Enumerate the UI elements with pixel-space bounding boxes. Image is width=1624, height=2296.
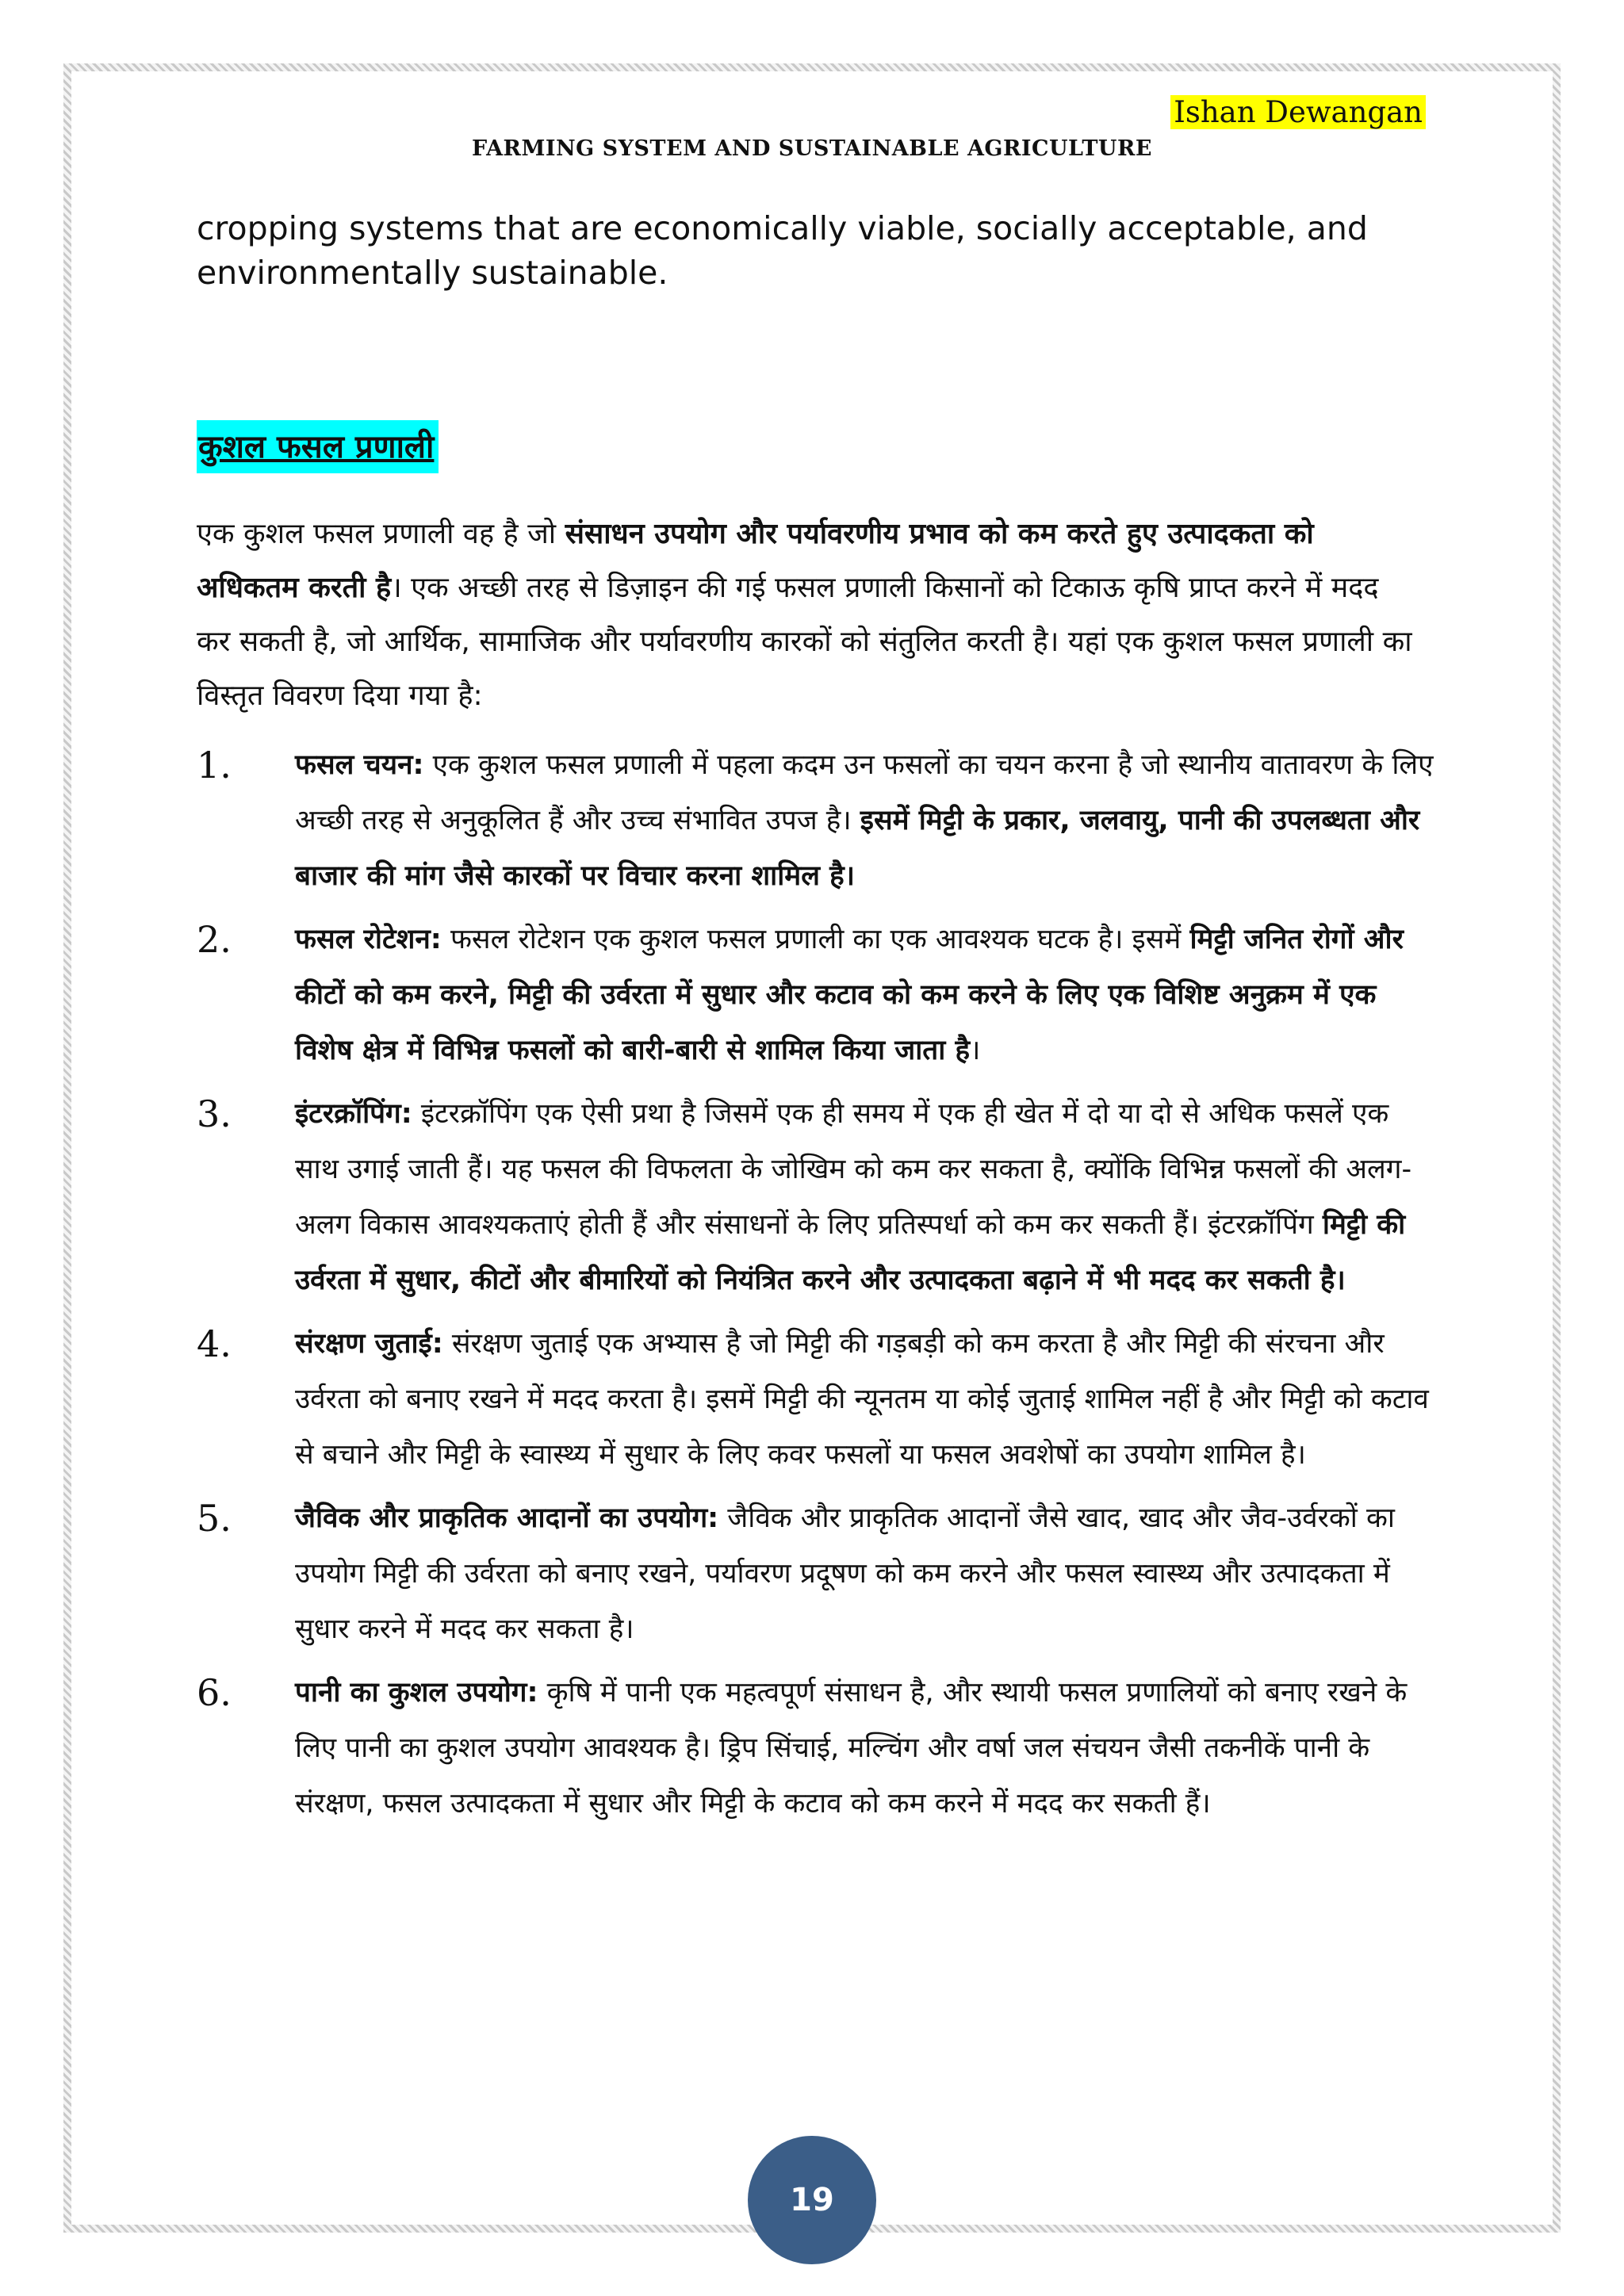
- item-term: इंटरक्रॉपिंग:: [295, 1098, 412, 1130]
- para-text-a: एक कुशल फसल प्रणाली वह है जो: [197, 518, 565, 550]
- list-item: [197, 1316, 1434, 1483]
- item-term: पानी का कुशल उपयोग:: [295, 1677, 538, 1709]
- item-body: एक कुशल फसल प्रणाली में पहला कदम उन फसलों का चयन करना है जो स्थानीय वातावरण के लिए अच्छी तरह से अनुकूलित हैं और उच्च संभावित उपज है।: [295, 749, 1434, 836]
- author-name: Ishan Dewangan: [1170, 95, 1426, 129]
- item-bold-tail: मिट्टी की उर्वरता में सुधार, कीटों और बीमारियों को नियंत्रित करने और उत्पादकता बढ़ाने में भी मदद कर सकती है।: [295, 1209, 1406, 1296]
- item-number: 1.: [197, 744, 232, 786]
- item-text: [295, 1665, 1434, 1831]
- item-term: जैविक और प्राकृतिक आदानों का उपयोग:: [295, 1502, 719, 1534]
- para-bold: संसाधन उपयोग और पर्यावरणीय प्रभाव को कम करते हुए उत्पादकता को अधिकतम करती है: [197, 518, 1314, 604]
- item-number: 4.: [197, 1322, 232, 1365]
- item-number: 6.: [197, 1671, 232, 1714]
- item-text: [295, 912, 1434, 1078]
- item-text: [295, 737, 1434, 904]
- running-header-title: FARMING SYSTEM AND SUSTAINABLE AGRICULTURE: [472, 136, 1152, 161]
- item-number: 5.: [197, 1497, 232, 1540]
- item-bold-tail: इसमें मिट्टी के प्रकार, जलवायु, पानी की उपलब्धता और बाजार की मांग जैसे कारकों पर विचार करना शामिल है।: [295, 805, 1420, 892]
- numbered-list: [197, 737, 1434, 1839]
- item-term: फसल रोटेशन:: [295, 924, 442, 955]
- page-number: 19: [790, 2182, 834, 2218]
- item-body: कृषि में पानी एक महत्वपूर्ण संसाधन है, और स्थायी फसल प्रणालियों को बनाए रखने के लिए पानी का कुशल उपयोग आवश्यक है। ड्रिप सिंचाई, मल्चिंग और वर्षा जल संचयन जैसी तकनीकें पानी के संरक्षण, फसल उत्पादकता में सुधार और मिट्टी के कटाव को कम करने में मदद कर सकती हैं।: [295, 1677, 1408, 1820]
- item-text: [295, 1086, 1434, 1308]
- item-body: फसल रोटेशन एक कुशल फसल प्रणाली का एक आवश्यक घटक है। इसमें: [441, 924, 1190, 955]
- item-term: फसल चयन:: [295, 749, 424, 781]
- intro-paragraph: cropping systems that are economically viable, socially acceptable, and environmentally sustainable.: [197, 209, 1368, 292]
- item-body: इंटरक्रॉपिंग एक ऐसी प्रथा है जिसमें एक ही समय में एक ही खेत में दो या दो से अधिक फसलें एक साथ उगाई जाती हैं। यह फसल की विफलता के जोखिम को कम कर सकता है, क्योंकि विभिन्न फसलों की अलग-अलग विकास आवश्यकताएं होती हैं और संसाधनों के लिए प्रतिस्पर्धा को कम कर सकती हैं। इंटरक्रॉपिंग: [295, 1098, 1412, 1241]
- item-body: जैविक और प्राकृतिक आदानों जैसे खाद, खाद और जैव-उर्वरकों का उपयोग मिट्टी की उर्वरता को बनाए रखने, पर्यावरण प्रदूषण को कम करने और फसल स्वास्थ्य और उत्पादकता में सुधार करने में मदद कर सकता है।: [295, 1502, 1395, 1645]
- para-text-c: । एक अच्छी तरह से डिज़ाइन की गई फसल प्रणाली किसानों को टिकाऊ कृषि प्राप्त करने में मदद कर सकती है, जो आर्थिक, सामाजिक और पर्यावरणीय कारकों को संतुलित करती है। यहां एक कुशल फसल प्रणाली का विस्तृत विवरण दिया गया है:: [197, 572, 1412, 712]
- list-item: [197, 912, 1434, 1078]
- item-text: [295, 1490, 1434, 1657]
- item-term: संरक्षण जुताई:: [295, 1328, 443, 1360]
- list-item: [197, 737, 1434, 904]
- item-bold-tail: मिट्टी जनित रोगों और कीटों को कम करने, मिट्टी की उर्वरता में सुधार और कटाव को कम करने के लिए एक विशिष्ट अनुक्रम में एक विशेष क्षेत्र में विभिन्न फसलों को बारी-बारी से शामिल किया जाता है: [295, 924, 1404, 1066]
- section-heading: कुशल फसल प्रणाली: [197, 420, 439, 473]
- list-item: [197, 1490, 1434, 1657]
- item-number: 3.: [197, 1093, 232, 1135]
- page-number-badge: [748, 2136, 876, 2264]
- item-body: संरक्षण जुताई एक अभ्यास है जो मिट्टी की गड़बड़ी को कम करता है और मिट्टी की संरचना और उर्वरता को बनाए रखने में मदद करता है। इसमें मिट्टी की न्यूनतम या कोई जुताई शामिल नहीं है और मिट्टी को कटाव से बचाने और मिट्टी के स्वास्थ्य में सुधार के लिए कवर फसलों या फसल अवशेषों का उपयोग शामिल है।: [295, 1328, 1429, 1471]
- section-paragraph: [197, 507, 1418, 723]
- item-text: [295, 1316, 1434, 1483]
- item-tail: ।: [970, 1035, 981, 1066]
- list-item: [197, 1086, 1434, 1308]
- item-number: 2.: [197, 918, 232, 961]
- list-item: [197, 1665, 1434, 1831]
